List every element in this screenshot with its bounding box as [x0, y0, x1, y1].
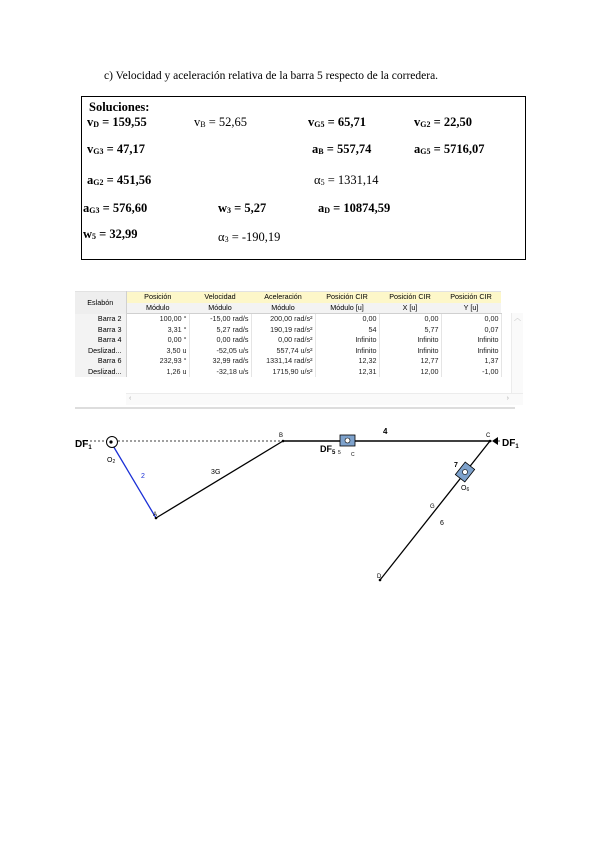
row-header: Deslizad...	[75, 367, 126, 378]
table-row[interactable]	[75, 314, 501, 325]
row-header: Barra 2	[75, 314, 126, 325]
solutions-box	[81, 96, 526, 260]
label-df-right: $DF_1$	[502, 438, 519, 450]
label-b: B	[279, 433, 284, 439]
solution-vG5: $v_{G5} = 65,71$	[308, 115, 366, 129]
solution-alpha5: $\alpha_5 = 1331,14$	[314, 173, 379, 187]
column-header[interactable]: Velocidad	[189, 292, 251, 303]
table-cell: Infinito	[379, 346, 441, 357]
table-cell: -15,00 rad/s	[189, 314, 251, 325]
table-cell: 54	[315, 325, 379, 336]
joint-b-icon	[282, 440, 285, 443]
solution-w3: $w_3 = 5,27$	[218, 201, 267, 215]
table-cell: 0,00 rad/s	[189, 335, 251, 346]
column-subheader: Módulo	[251, 303, 315, 314]
solution-aG5: $a_{G5} = 5716,07$	[414, 142, 485, 156]
table-cell: Infinito	[379, 335, 441, 346]
column-subheader: Módulo	[126, 303, 189, 314]
section-heading: c) Velocidad y aceleración relativa de la barra 5 respecto de la corredera.	[104, 70, 439, 82]
solution-vB: $v_B = 52,65$	[194, 115, 248, 129]
scroll-left-icon[interactable]: ‹	[129, 395, 132, 402]
table-cell: 1,26 u	[126, 367, 189, 378]
table-row[interactable]	[75, 346, 501, 357]
column-subheader: Módulo	[189, 303, 251, 314]
link-6	[380, 441, 490, 580]
table-cell: Infinito	[441, 335, 501, 346]
table-cell: 12,32	[315, 356, 379, 367]
table-cell: 5,77	[379, 325, 441, 336]
label-link-6: 6	[440, 520, 444, 527]
table-cell: Infinito	[441, 346, 501, 357]
column-header-eslabon[interactable]: Eslabón	[75, 292, 126, 314]
scroll-right-icon[interactable]: ›	[506, 395, 509, 402]
row-header: Barra 6	[75, 356, 126, 367]
row-header: Barra 3	[75, 325, 126, 336]
solution-w5: $w_5 = 32,99$	[83, 227, 138, 241]
arrow-right-icon	[492, 437, 498, 445]
table-cell: 0,00	[315, 314, 379, 325]
mechanism-diagram	[0, 400, 600, 590]
table-cell: 190,19 rad/s²	[251, 325, 315, 336]
table-cell: 12,77	[379, 356, 441, 367]
column-subheader: Módulo [u]	[315, 303, 379, 314]
table-cell: 0,00	[441, 314, 501, 325]
solution-alpha3: $\alpha_3 = -190,19$	[218, 230, 281, 244]
pivot-o2-center-icon	[109, 440, 112, 443]
scroll-up-icon[interactable]: ︿	[514, 315, 521, 322]
link-3	[156, 441, 283, 518]
table-cell: -32,18 u/s	[189, 367, 251, 378]
table-cell: 0,00 rad/s²	[251, 335, 315, 346]
row-header: Barra 4	[75, 335, 126, 346]
table-cell: 32,99 rad/s	[189, 356, 251, 367]
table-cell: 0,07	[441, 325, 501, 336]
solution-vG2: $v_{G2} = 22,50$	[414, 115, 472, 129]
label-link-2: 2	[141, 473, 145, 480]
vertical-scrollbar[interactable]	[511, 313, 523, 404]
solutions-title: Soluciones:	[89, 100, 150, 114]
label-link-4: 4	[383, 427, 388, 436]
table-row[interactable]	[75, 325, 501, 336]
solution-aG2: $a_{G2} = 451,56$	[87, 173, 152, 187]
label-o2: O2	[107, 457, 116, 465]
label-link-3: 3	[211, 469, 215, 476]
column-header[interactable]: Aceleración	[251, 292, 315, 303]
table-cell: Infinito	[315, 335, 379, 346]
label-df-mid: $DF_5$	[320, 444, 336, 456]
slider-b-icon	[340, 435, 355, 446]
label-g6: G	[430, 504, 435, 510]
table-cell: -1,00	[441, 367, 501, 378]
link-2	[112, 444, 156, 518]
column-subheader: Y [u]	[441, 303, 501, 314]
label-link-7: 7	[454, 462, 458, 469]
solution-aB: $a_B = 557,74$	[312, 142, 372, 156]
table-row[interactable]	[75, 356, 501, 367]
table-cell: 232,93 °	[126, 356, 189, 367]
table-cell: -52,05 u/s	[189, 346, 251, 357]
table-cell: 5,27 rad/s	[189, 325, 251, 336]
solution-vD: $v_D = 159,55$	[87, 115, 147, 129]
table-cell: 12,31	[315, 367, 379, 378]
table-cell: 0,00	[379, 314, 441, 325]
solution-aD: $a_D = 10874,59$	[318, 201, 391, 215]
solution-vG3: $v_{G3} = 47,17$	[87, 142, 145, 156]
column-header[interactable]: Posición	[126, 292, 189, 303]
column-header[interactable]: Posición CIR	[315, 292, 379, 303]
table-cell: 0,00 °	[126, 335, 189, 346]
table-cell: 100,00 °	[126, 314, 189, 325]
table-cell: 12,00	[379, 367, 441, 378]
label-o6: O6	[461, 485, 470, 493]
results-table	[75, 291, 523, 404]
solution-aG3: $a_{G3} = 576,60$	[83, 201, 148, 215]
table-cell: 1331,14 rad/s²	[251, 356, 315, 367]
joint-c-icon	[489, 440, 492, 443]
label-c: C	[486, 433, 491, 439]
table-cell: 1,37	[441, 356, 501, 367]
table-row[interactable]	[75, 335, 501, 346]
table-cell: 3,31 °	[126, 325, 189, 336]
label-g3: G	[215, 469, 221, 476]
column-header[interactable]: Posición CIR	[379, 292, 441, 303]
column-header[interactable]: Posición CIR	[441, 292, 501, 303]
label-a: A	[153, 512, 158, 518]
table-cell: 3,50 u	[126, 346, 189, 357]
table-cell: 557,74 u/s²	[251, 346, 315, 357]
table-cell: Infinito	[315, 346, 379, 357]
label-df-left: $DF_1$	[75, 439, 92, 451]
label-slider-5: 5	[338, 450, 341, 456]
column-subheader: X [u]	[379, 303, 441, 314]
table-row[interactable]	[75, 367, 501, 378]
table-cell: 1715,90 u/s²	[251, 367, 315, 378]
label-slider-c: C	[351, 452, 355, 458]
row-header: Deslizad...	[75, 346, 126, 357]
label-d: D	[377, 574, 382, 580]
table-cell: 200,00 rad/s²	[251, 314, 315, 325]
